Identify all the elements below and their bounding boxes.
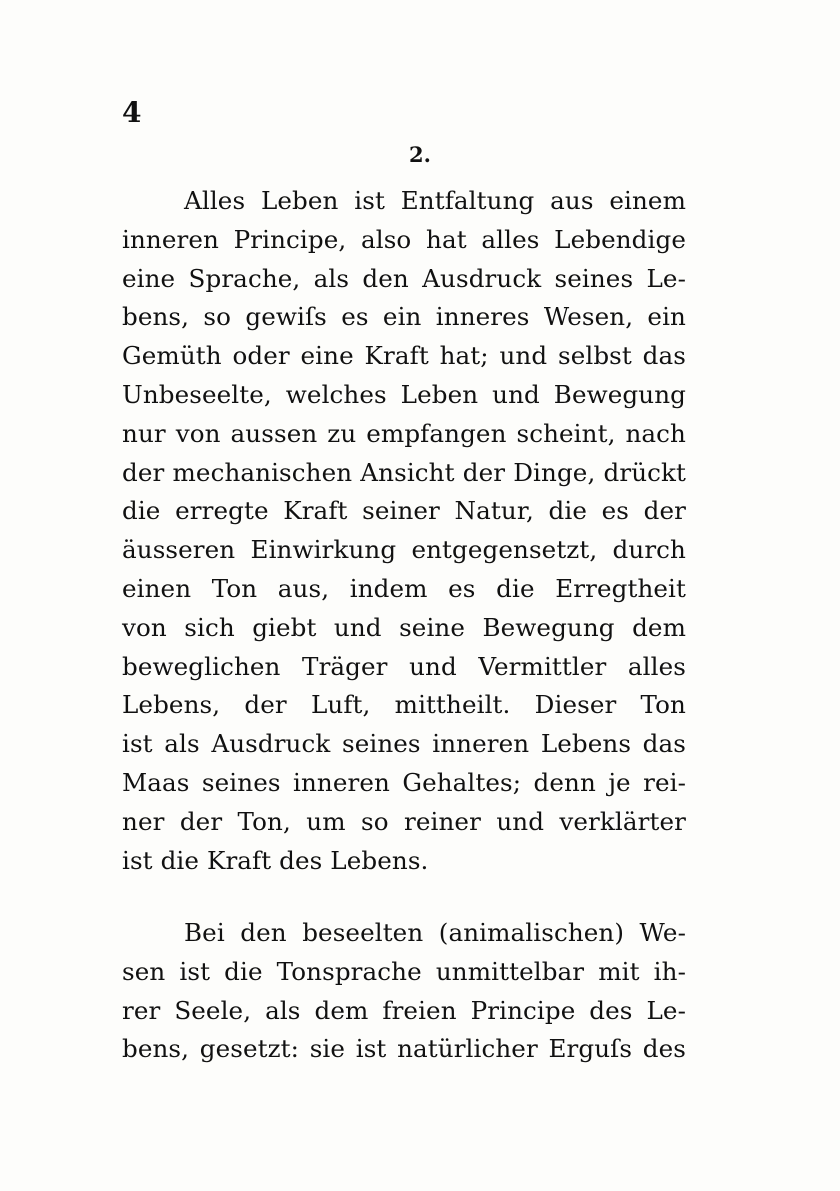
text-line: beweglichen Träger und Vermittler alles	[122, 651, 686, 681]
text-line: die erregte Kraft seiner Natur, die es der	[122, 496, 686, 526]
text-line: ist als Ausdruck seines inneren Lebens das	[122, 729, 686, 759]
text-line: Maas seines inneren Gehaltes; denn je rei-	[122, 767, 686, 797]
text-line: der mechanischen Ansicht der Dinge, drückt	[122, 457, 686, 487]
text-line: Gemüth oder eine Kraft hat; und selbst das	[122, 341, 686, 371]
text-line: von sich giebt und seine Bewegung dem	[122, 612, 686, 642]
text-line: sen ist die Tonsprache unmittelbar mit ih-	[122, 956, 686, 986]
text-line: äusseren Einwirkung entgegensetzt, durch	[122, 535, 686, 565]
text-line: inneren Principe, also hat alles Lebendige	[122, 224, 686, 254]
text-line: Lebens, der Luft, mittheilt. Dieser Ton	[122, 690, 686, 720]
text-line: Alles Leben ist Entfaltung aus einem	[184, 186, 686, 215]
page-number: 4	[122, 96, 142, 129]
text-line: eine Sprache, als den Ausdruck seines Le-	[122, 263, 686, 293]
paragraph-1	[122, 182, 686, 880]
section-number: 2.	[409, 142, 431, 167]
paragraph-2	[122, 914, 686, 1069]
text-line: nur von aussen zu empfangen scheint, nach	[122, 418, 686, 448]
text-line: ist die Kraft des Lebens.	[122, 845, 429, 875]
text-line: bens, so gewiſs es ein inneres Wesen, ein	[122, 302, 686, 332]
text-line: ner der Ton, um so reiner und verklärter	[122, 806, 686, 836]
text-line: bens, gesetzt: sie ist natürlicher Erguſs des	[122, 1034, 686, 1064]
text-line: einen Ton aus, indem es die Erregtheit	[122, 573, 686, 603]
text-line: Bei den beseelten (animalischen) We-	[184, 918, 686, 947]
text-line: rer Seele, als dem freien Principe des Le-	[122, 995, 686, 1025]
text-line: Unbeseelte, welches Leben und Bewegung	[122, 379, 686, 409]
